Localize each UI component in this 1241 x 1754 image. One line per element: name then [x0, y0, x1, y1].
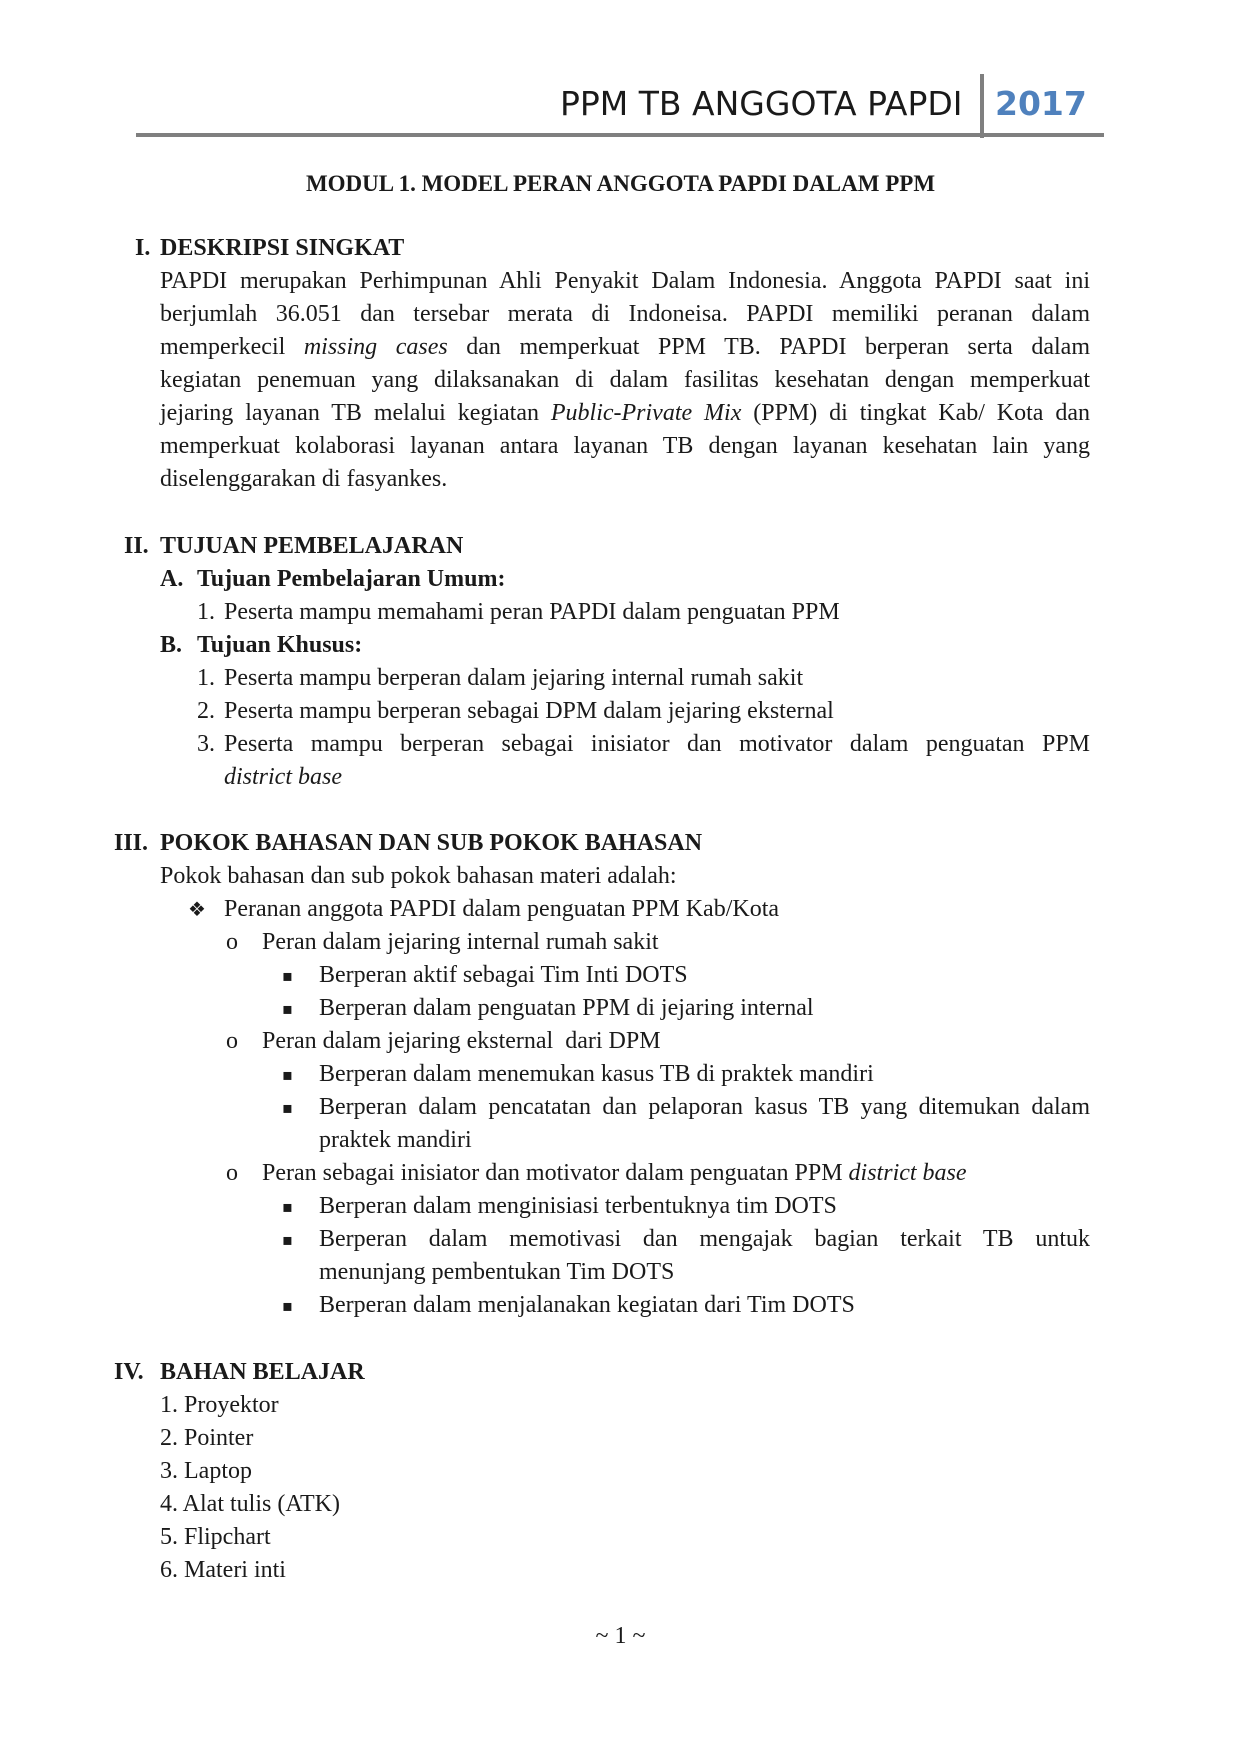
text-run: dan memperkuat PPM TB. PAPDI berperan serta dalam [466, 334, 1090, 360]
material-item: 3. Laptop [160, 1458, 252, 1484]
material-item: 1. Proyektor [160, 1392, 279, 1418]
section-1-line: kegiatan penemuan yang dilaksanakan di dalam fasilitas kesehatan dengan memperkuat [160, 367, 1090, 393]
square-bullet-icon: ▪ [282, 1230, 293, 1249]
text-run: Peran sebagai inisiator dan motivator dalam penguatan PPM [262, 1160, 843, 1186]
header-rule [136, 133, 1104, 137]
circle-bullet-icon: o [226, 1028, 238, 1054]
emphasis-text: district base [848, 1160, 967, 1186]
material-item: 5. Flipchart [160, 1524, 271, 1550]
diamond-bullet-icon: ❖ [188, 897, 206, 921]
section-2-number: II. [124, 533, 149, 559]
section-3-heading: POKOK BAHASAN DAN SUB POKOK BAHASAN [160, 830, 703, 856]
text-run: jejaring layanan TB melalui kegiatan [160, 400, 539, 426]
square-bullet-icon: ▪ [282, 1197, 293, 1216]
section-2-heading: TUJUAN PEMBELAJARAN [160, 533, 464, 559]
list-item: Peserta mampu memahami peran PAPDI dalam penguatan PPM [224, 599, 840, 625]
subsection-b-heading: Tujuan Khusus: [197, 632, 363, 658]
material-item: 6. Materi inti [160, 1557, 286, 1583]
section-1-line [160, 331, 1090, 364]
header-divider-vertical [980, 74, 984, 138]
subsection-b-marker: B. [160, 632, 183, 658]
list-number: 3. [197, 731, 215, 757]
section-1-number: I. [135, 235, 151, 261]
page-number: ~ 1 ~ [595, 1623, 646, 1649]
list-number: 1. [197, 599, 215, 625]
subtopic [262, 1157, 967, 1190]
section-4-heading: BAHAN BELAJAR [160, 1359, 365, 1385]
circle-bullet-icon: o [226, 929, 238, 955]
list-item: Peserta mampu berperan sebagai inisiator dan motivator dalam penguatan PPM [224, 731, 1090, 757]
emphasis-text: missing cases [303, 334, 448, 360]
subsection-a-marker: A. [160, 566, 184, 592]
topic-main: Peranan anggota PAPDI dalam penguatan PPM Kab/Kota [224, 896, 780, 922]
section-1-heading: DESKRIPSI SINGKAT [160, 235, 405, 261]
list-number: 1. [197, 665, 215, 691]
list-item: Peserta mampu berperan dalam jejaring internal rumah sakit [224, 665, 804, 691]
section-3-intro: Pokok bahasan dan sub pokok bahasan materi adalah: [160, 863, 677, 889]
subtopic-point: Berperan dalam pencatatan dan pelaporan kasus TB yang ditemukan dalam [319, 1094, 1090, 1120]
material-item: 4. Alat tulis (ATK) [160, 1491, 340, 1517]
emphasis-text: Public-Private Mix [550, 400, 742, 426]
square-bullet-icon: ▪ [282, 966, 293, 985]
subtopic: Peran dalam jejaring internal rumah sakit [262, 929, 659, 955]
subsection-a-heading: Tujuan Pembelajaran Umum: [197, 566, 506, 592]
material-item: 2. Pointer [160, 1425, 254, 1451]
section-1-line: PAPDI merupakan Perhimpunan Ahli Penyakit Dalam Indonesia. Anggota PAPDI saat ini [160, 268, 1090, 294]
section-1-line: memperkuat kolaborasi layanan antara layanan TB dengan layanan kesehatan lain yang [160, 433, 1090, 459]
section-1-line: diselenggarakan di fasyankes. [160, 466, 448, 492]
square-bullet-icon: ▪ [282, 1098, 293, 1117]
list-number: 2. [197, 698, 215, 724]
section-3-number: III. [114, 830, 149, 856]
module-title: MODUL 1. MODEL PERAN ANGGOTA PAPDI DALAM PPM [305, 171, 936, 196]
list-item: Peserta mampu berperan sebagai DPM dalam jejaring eksternal [224, 698, 834, 724]
section-1-line [160, 397, 1090, 430]
section-4-number: IV. [114, 1359, 144, 1385]
subtopic-point: Berperan dalam memotivasi dan mengajak bagian terkait TB untuk [319, 1226, 1090, 1252]
subtopic-point: Berperan aktif sebagai Tim Inti DOTS [319, 962, 688, 988]
subtopic-point: Berperan dalam menjalanakan kegiatan dari Tim DOTS [319, 1292, 855, 1318]
subtopic-point: Berperan dalam menemukan kasus TB di praktek mandiri [319, 1061, 874, 1087]
header-title: PPM TB ANGGOTA PAPDI [560, 84, 963, 123]
header-year: 2017 [995, 84, 1087, 123]
section-1-line: berjumlah 36.051 dan tersebar merata di Indoneisa. PAPDI memiliki peranan dalam [160, 301, 1090, 327]
subtopic-point: Berperan dalam penguatan PPM di jejaring internal [319, 995, 814, 1021]
square-bullet-icon: ▪ [282, 999, 293, 1018]
circle-bullet-icon: o [226, 1160, 238, 1186]
square-bullet-icon: ▪ [282, 1296, 293, 1315]
text-run: memperkecil [160, 334, 286, 360]
list-item-continuation: district base [224, 764, 342, 790]
square-bullet-icon: ▪ [282, 1065, 293, 1084]
subtopic-point-continuation: menunjang pembentukan Tim DOTS [319, 1259, 675, 1285]
text-run: (PPM) di tingkat Kab/ Kota dan [753, 400, 1090, 426]
subtopic-point: Berperan dalam menginisiasi terbentuknya tim DOTS [319, 1193, 837, 1219]
subtopic: Peran dalam jejaring eksternal dari DPM [262, 1028, 661, 1054]
subtopic-point-continuation: praktek mandiri [319, 1127, 472, 1153]
